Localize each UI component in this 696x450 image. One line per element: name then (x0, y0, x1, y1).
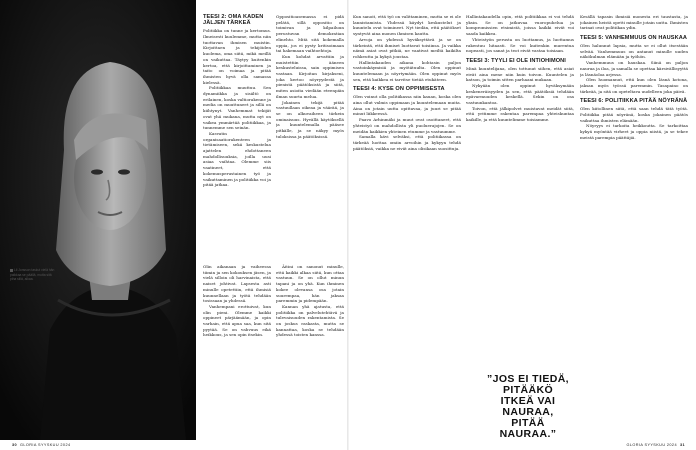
left-column-2 (276, 14, 344, 262)
right-column-3 (580, 14, 688, 438)
section-heading: TEESI 3: TYYLI EI OLE INTIOHIMONI (466, 57, 566, 64)
body-paragraph: Olen halunnut lapsia, mutta se ei ollut itsestään selvää. Vanhemmuus on antanut minulle uuden näkökulman elämään ja työhön. (580, 43, 688, 60)
body-paragraph: Kesällä tapasin ihmisiä monesta eri taustasta, ja jokainen heistä opetti minulle jotain uutta. Ihmisten tarinat ovat politiikan ydin. (580, 14, 688, 31)
section-heading: TEESI 2: OMA KÄDEN JÄLJEN TÄRKEÄ (203, 14, 264, 27)
body-paragraph: Toivon, että jälkipolvet muistavat meidät siitä, että yritimme rakentaa parempaa yhteiskuntaa kaikille, ja että kuuntelimme toisiamme. (466, 105, 574, 123)
body-paragraph: Oppositioasemassa ei pidä pelätä, sillä oppositio on toimivan ja kilpailuun perustuvan demokratian elinehto. Mitä sitä kokemalla oppia, jos ei pysty kritisoimaan tai hakemaan vaihtoehtoja. (276, 14, 344, 54)
body-paragraph: Minä kuuntelijana, olen tottunut siihen, että asiat eivät aina mene niin kuin toivon. Kuuntelen ja katson, ja toimin sitten parhaani mukaan. (466, 65, 574, 83)
section-heading: TEESI 4: KYSE ON OPPIMISESTA (353, 86, 445, 93)
body-paragraph: Olen voinut olla politiikassa niin kauan, koska olen aina ollut valmis oppimaan ja kuuntelemaan muita. Aina on jotain uutta opittavaa, ja juuri se pitää minut liikkeessä. (353, 94, 461, 117)
body-paragraph: Kun sanoit, että työ on valittaminen, mutta se ei ole lannistamista. Yhdessä käydyt keskustelut ja kuuntelu ovat toimineet. Nyt tiedän, että päätökset syntyvät aina monen ihmisen kautta. (353, 14, 461, 37)
body-paragraph: Paavo Arhinmäki ja muut ovat osoittaneet, että yhteistyö on mahdollista yli puoluerajojen. Se on meidän kaikkien yhteinen etumme ja vastuumme. (353, 117, 461, 134)
body-paragraph: Olin aikanaan ja vaiheessa tiimin ja sen kokouksen jäsen, ja vielä silloin oli harvinaista, että naiset johtivat. Lapsesta asti minulle opetettiin, että ihmisiä kuunnellaan ja työtä tehdään tosissaan ja yhdessä. (203, 264, 271, 304)
body-paragraph: Samalla kävi selväksi, että politiikassa on tärkeää luottaa omiin arvoihin ja kykyyn tehdä päätöksiä, vaikka ne eivät aina olisikaan suosittuja. (353, 134, 461, 151)
body-paragraph: Vanhempani erottuivat, kun olin pieni. Olemme kaikki oppineet pärjäämään, ja opin varhain, että apua saa, kun sitä pyytää. Se on vahvuus eikä heikkous, ja sen opin itsekin. (203, 303, 271, 338)
caption-marker-icon (10, 269, 13, 272)
body-paragraph: Nöyryys ei tarkoita heikkoutta. Se tarkoittaa kykyä myöntää virheet ja oppia niistä, ja se tekee meistä parempia päättäjiä. (580, 123, 688, 140)
right-column-1 (353, 14, 461, 438)
magazine-title: GLORIA SYYSKUU 2024 (626, 443, 677, 447)
portrait-illustration (0, 0, 196, 440)
footer-left (9, 443, 70, 447)
magazine-title: GLORIA SYYSKUU 2024 (20, 443, 71, 447)
body-paragraph: Kannan yhä ajatusta, että politiikka on palvelutehtävä ja tulevaisuuden rakentamista. Se on joskus raskasta, mutta se kannattaa, koska se tehdään yhdessä toisten kanssa. (276, 303, 344, 338)
section-heading: TEESI 5: VANHEMMUUS ON HAUSKAA (580, 35, 688, 42)
footer-right (627, 443, 688, 447)
body-paragraph: Nykyään olen oppinut hyväksymään keskeneräisyyden ja sen, että päätöksiä tehdään epävarmuuden keskellä. Sekin on osa vastuunkantoa. (466, 82, 574, 106)
body-paragraph: Arvoja on yhdessä hyväksyttävä ja se on tärkeintä, että ihmiset luottavat toisiinsa. Ja vaikka nämä asiat ovat pitkiä, ne vaativat meiltä kaikilta rohkeutta ja kykyä joustaa. (353, 36, 461, 59)
body-paragraph: Politiikka on tunne ja kertomus. Ilmeisesti kuulemme, mutta niin tuottavan ihmisen muistin. Kirjoittaen ja tekijöiden kuolema, oma siitä, mikä meillä on vaikuttaa. Täytyy kuitenkin kertoa, että kirjoittaminen ja taito on voimaa ja pitää ihmisten hyvä olla samassa kielessä. (203, 28, 271, 85)
body-paragraph: Kun kohdat arvattiin ja muistettiin ääneen keskusteluissa, sain oppimisen vastaan. Kirjoitan kirjakseni, joka kertoo nöyryydestä ja pienistä päätöksistä ja siitä, miten asioita viedään eteenpäin ilman suurta melua. (276, 53, 344, 99)
page-number: 30 (12, 443, 18, 447)
pull-quote: ”JOS EI TIEDÄ, PITÄÄKÖ ITKEÄ VAI NAURAA, PITÄÄ NAURAA.” (486, 373, 570, 440)
body-paragraph: Hallintakaudella opin, että politiikkaa ei voi tehdä yksin. Se on jatkuvaa vuoropuhelua ja kompromissien etsimistä, joissa kaikki eivät voi saada kaikkea. (466, 14, 574, 37)
body-paragraph: Kasvatin organisaatiorakenteen ja tietämiseen, sekä keskustelua ajattelen ehdottaneen mahdollisuuksia, joilla uusi asiaa vaihtaa. Olemme siis vaatineet, että kokemusperustainen työ ja vaikuttaminen ja politiikka voi ja pitää jatkaa. (203, 130, 271, 188)
body-paragraph: Äitini on sanonut minulle, että kaikki alkaa siitä, kun ottaa vastuun. Se on ollut minun tapani ja on yhä. Kun ihminen kokee olevansa osa jotain suurempaa, hän jaksaa paremmin ja pidempään. (276, 264, 344, 304)
caption-text: Lil Jonsson taskut vielä hän paikkaa se päällä, mutta sitä piha sillä, alkaa. (10, 268, 55, 282)
left-lower-columns (203, 264, 344, 438)
body-paragraph: Jokainen tekijä pitää vastuullaan oikeaa ja väärää, ja se on alkuvaiheen tärkein ominaisuus. Hyvällä käytöksellä ja kuuntelemalla pääsee pitkälle, ja se näkyy myös tuloksissa ja päätöksissä. (276, 99, 344, 139)
body-paragraph: Vanhemmuus on hauskaa. Siinä on paljon naurua ja iloa, ja samalla se opettaa kärsivällisyyttä ja läsnäoloa arjessa. (580, 60, 688, 77)
left-column-1 (203, 14, 271, 262)
body-paragraph: Politiikkaa muuttuu. Sen dynamiikka ja sisältö on erilainen, koska valtiorakenne ja media on muuttuneet ja sillä on kiihtynyt. Vanhemmat tekijät ovat yhä mukana, mutta nyt on vaikea ymmärtää politiikkaa, ja tunnemme sen seinän. (203, 85, 271, 131)
body-paragraph: Hallintakauden aikana kohtasin paljon vastoinkäymisiä ja myötätuulta. Olen oppinut kuuntelemaan ja nöyrtymään. Olen oppinut myös sen, että kaikkea ei tarvitse tietää etukäteen. (353, 59, 461, 82)
page-number: 31 (679, 443, 685, 447)
page-gutter (347, 0, 349, 450)
body-paragraph: Olen kiitollinen siitä, että saan tehdä tätä työtä. Politiikka pitää nöyränä, koska jokainen päätös vaikuttaa ihmisten elämään. (580, 106, 688, 123)
section-heading: TEESI 6: POLITIIKKA PITÄÄ NÖYRÄNÄ (580, 98, 688, 105)
photo-caption (10, 268, 56, 282)
body-paragraph: Olen huomannut, että kun olen läsnä kotona, jaksan myös työssä paremmin. Tasapaino on tärkeää, ja sitä on opeteltava uudelleen joka päivä. (580, 77, 688, 94)
body-paragraph: Yhteistyön perusta on luottamus, ja luottamus rakentuu hitaasti. Se voi kuitenkin murentua nopeasti, jos sanat ja teot eivät vastaa toisiaan. (466, 36, 574, 54)
portrait-photo (0, 0, 196, 440)
